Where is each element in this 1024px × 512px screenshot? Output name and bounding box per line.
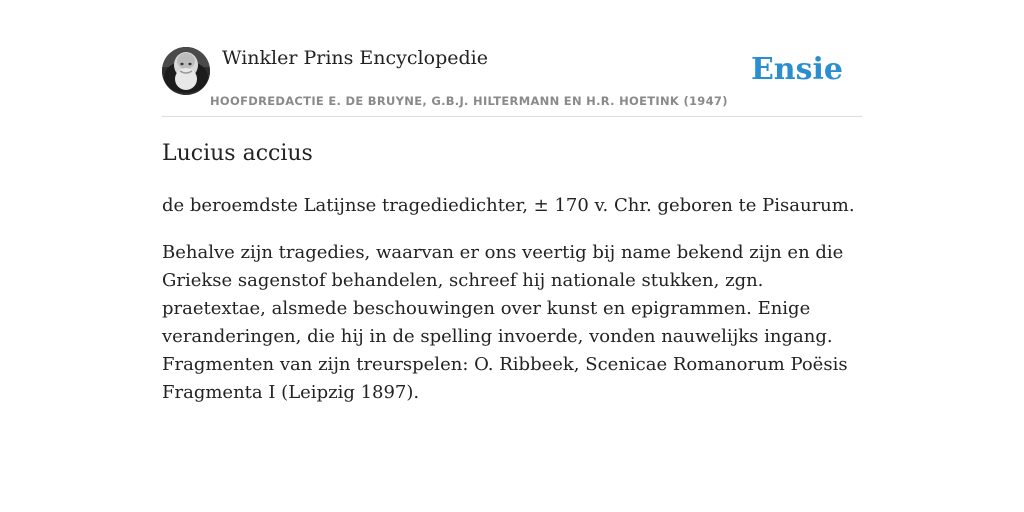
article-paragraph: Behalve zijn tragedies, waarvan er ons veertig bij name bekend zijn en die Griekse sagenstof behandelen, schreef hij nationale stukken, zgn. praetextae, alsmede beschouwingen over kunst en epigrammen. Enige veranderingen, die hij in de spelling invoerde, vonden nauwelijks ingang. Fragmenten van zijn treurspelen: O. Ribbeek, Scenicae Romanorum Poësis Fragmenta I (Leipzig 1897). bbox=[162, 242, 848, 403]
ensie-logo-link[interactable]: Ensie bbox=[750, 52, 843, 87]
publication-header bbox=[162, 40, 862, 117]
author-portrait-icon bbox=[162, 47, 210, 95]
avatar bbox=[162, 47, 210, 95]
article bbox=[162, 140, 862, 407]
editors-line: HOOFDREDACTIE E. DE BRUYNE, G.B.J. HILTERMANN EN H.R. HOETINK (1947) bbox=[210, 94, 728, 108]
article-paragraph: de beroemdste Latijnse tragediedichter, ± 170 v. Chr. geboren te Pisaurum. bbox=[162, 195, 855, 216]
publication-title: Winkler Prins Encyclopedie bbox=[222, 47, 488, 69]
entry-title: Lucius accius bbox=[162, 141, 313, 166]
